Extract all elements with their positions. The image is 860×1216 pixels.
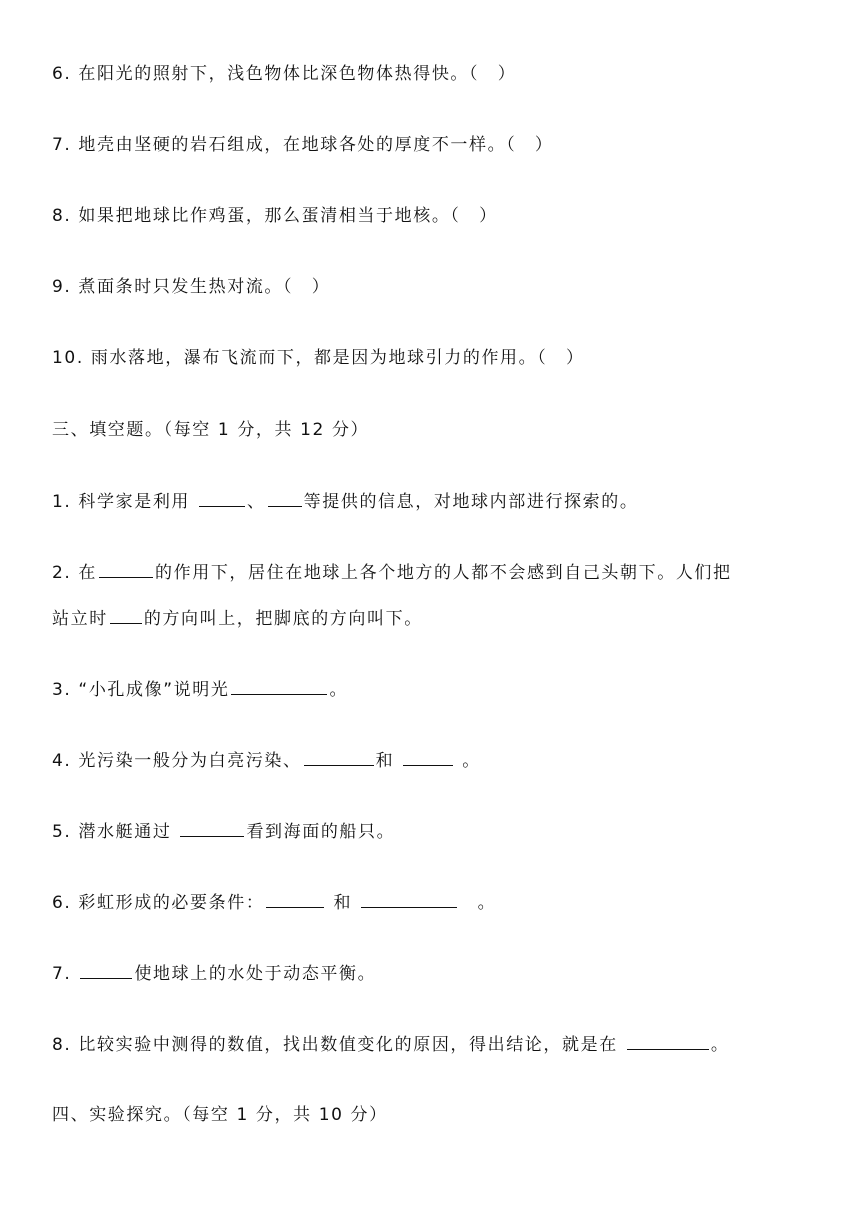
answer-blank[interactable] xyxy=(199,489,245,507)
section-3-title: 三、填空题。（每空 1 分，共 12 分） xyxy=(52,420,370,440)
fill-q6 xyxy=(52,890,840,915)
judgement-q10: 10. 雨水落地，瀑布飞流而下，都是因为地球引力的作用。（ ） xyxy=(52,348,585,368)
fill-q3 xyxy=(52,677,840,702)
answer-blank[interactable] xyxy=(268,489,302,507)
fill-q1 xyxy=(52,489,840,514)
answer-blank[interactable] xyxy=(231,677,327,695)
fill-q8-text-a: 8. 比较实验中测得的数值，找出数值变化的原因，得出结论，就是在 xyxy=(52,1035,625,1055)
judgement-q7: 7. 地壳由坚硬的岩石组成，在地球各处的厚度不一样。（ ） xyxy=(52,135,554,155)
fill-q6-text-c: 。 xyxy=(459,893,497,913)
fill-q1-text-c: 等提供的信息，对地球内部进行探索的。 xyxy=(303,492,639,512)
fill-q3-text-a: 3. “小孔成像”说明光 xyxy=(52,680,230,700)
answer-blank[interactable] xyxy=(304,748,374,766)
fill-q5 xyxy=(52,819,840,844)
fill-q4 xyxy=(52,748,840,773)
fill-q2-text-d: 的方向叫上，把脚底的方向叫下。 xyxy=(143,609,423,629)
fill-q5-text-a: 5. 潜水艇通过 xyxy=(52,822,179,842)
answer-blank[interactable] xyxy=(403,748,453,766)
fill-q1-text-b: 、 xyxy=(247,492,266,512)
section-4-title: 四、实验探究。（每空 1 分，共 10 分） xyxy=(52,1105,388,1125)
answer-blank[interactable] xyxy=(361,890,457,908)
answer-blank[interactable] xyxy=(99,560,153,578)
answer-blank[interactable] xyxy=(180,819,244,837)
answer-blank[interactable] xyxy=(627,1032,709,1050)
judgement-q9: 9. 煮面条时只发生热对流。（ ） xyxy=(52,277,331,297)
fill-q1-text-a: 1. 科学家是利用 xyxy=(52,492,198,512)
fill-q7-text-b: 使地球上的水处于动态平衡。 xyxy=(134,964,377,984)
fill-q6-text-b: 和 xyxy=(326,893,360,913)
fill-q2-line1 xyxy=(52,560,840,585)
fill-q4-text-c: 。 xyxy=(455,751,481,771)
answer-blank[interactable] xyxy=(80,961,132,979)
judgement-q8: 8. 如果把地球比作鸡蛋，那么蛋清相当于地核。（ ） xyxy=(52,206,498,226)
fill-q8-text-b: 。 xyxy=(710,1035,730,1055)
fill-q3-text-b: 。 xyxy=(329,680,349,700)
fill-q8 xyxy=(52,1032,840,1057)
fill-q2-text-b: 的作用下，居住在地球上各个地方的人都不会感到自己头朝下。人们把 xyxy=(155,563,732,583)
fill-q4-text-a: 4. 光污染一般分为白亮污染、 xyxy=(52,751,302,771)
fill-q2-line2 xyxy=(52,606,840,631)
fill-q7-text-a: 7. xyxy=(52,964,79,984)
fill-q7 xyxy=(52,961,840,986)
fill-q4-text-b: 和 xyxy=(375,751,402,771)
fill-q2-text-a: 2. 在 xyxy=(52,563,98,583)
fill-q5-text-b: 看到海面的船只。 xyxy=(246,822,396,842)
answer-blank[interactable] xyxy=(110,606,142,624)
fill-q2-text-c: 站立时 xyxy=(52,609,108,629)
judgement-q6: 6. 在阳光的照射下，浅色物体比深色物体热得快。（ ） xyxy=(52,64,517,84)
fill-q6-text-a: 6. 彩虹形成的必要条件： xyxy=(52,893,265,913)
answer-blank[interactable] xyxy=(266,890,324,908)
